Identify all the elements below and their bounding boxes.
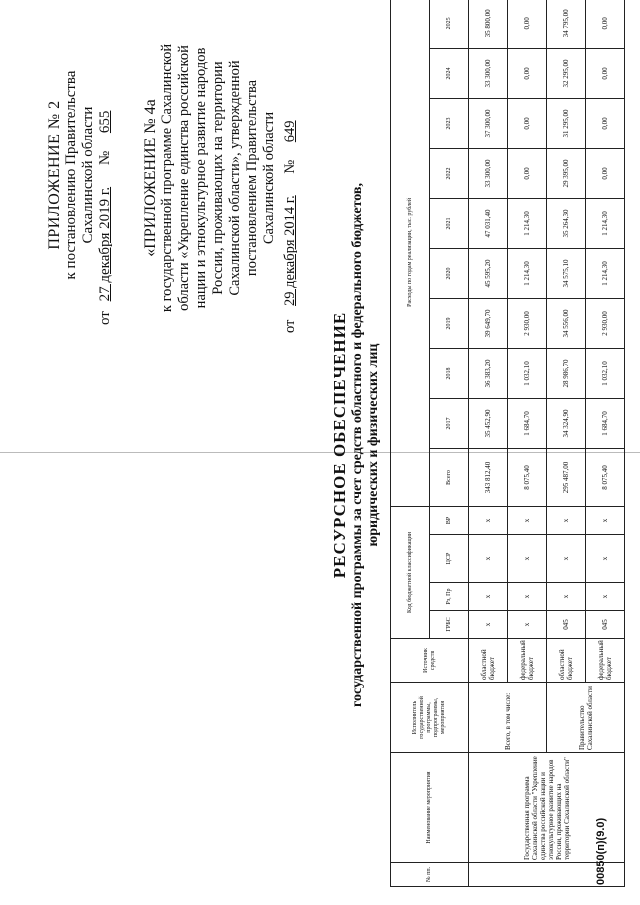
- cell-value: 0,00: [586, 148, 625, 198]
- cell-source: областной бюджет: [469, 639, 508, 683]
- appendix-4a-date-row: [282, 23, 299, 333]
- appendix-4a-title: «ПРИЛОЖЕНИЕ № 4а: [142, 99, 159, 257]
- appendix-4a-line: области «Укрепление единства российской: [176, 45, 192, 311]
- cell-source: федеральный бюджет: [508, 639, 547, 683]
- header-year: 2020: [430, 248, 469, 298]
- cell-grbs: х: [469, 611, 508, 639]
- appendix-2-date: 27 декабря 2019 г.: [97, 186, 113, 302]
- cell-program-name: Государственная программа Сахалинской области "Укрепление единства российской нации и этнокультурное развитие народов России, проживающих на территории Сахалинской области": [469, 753, 625, 863]
- cell-value: 47 031,40: [469, 198, 508, 248]
- cell-grbs: х: [508, 611, 547, 639]
- appendix-4a-line: к государственной программе Сахалинской: [159, 43, 175, 313]
- cell-value: 0,00: [508, 0, 547, 48]
- cell-value: 0,00: [586, 98, 625, 148]
- cell-value: 1 032,10: [508, 348, 547, 398]
- header-year: 2021: [430, 198, 469, 248]
- cell-grbs: 045: [547, 611, 586, 639]
- header-csr: ЦСР: [430, 535, 469, 583]
- cell-value: 0,00: [508, 48, 547, 98]
- table-row: [469, 0, 508, 887]
- cell-csr: х: [469, 535, 508, 583]
- cell-value: 33 300,00: [469, 148, 508, 198]
- appendix-2-date-row: [97, 25, 114, 325]
- appendix-2-number: 655: [97, 110, 113, 134]
- header-year: Всего: [430, 448, 469, 506]
- cell-value: 28 986,70: [547, 348, 586, 398]
- appendix-2-no-label: №: [97, 150, 113, 166]
- appendix-2-line1: к постановлению Правительства: [63, 70, 79, 280]
- cell-value: 34 795,00: [547, 0, 586, 48]
- header-year: 2023: [430, 98, 469, 148]
- cell-value: 35 452,90: [469, 398, 508, 448]
- cell-value: 8 075,40: [586, 448, 625, 506]
- header-year: 2025: [430, 0, 469, 48]
- cell-value: 1 032,10: [586, 348, 625, 398]
- cell-csr: х: [586, 535, 625, 583]
- appendix-4a-line: нации и этнокультурное развитие народов: [193, 47, 209, 309]
- appendix-2-block: [46, 25, 114, 325]
- cell-value: 39 649,70: [469, 298, 508, 348]
- appendix-4a-no-label: №: [282, 159, 298, 174]
- header-year: 2024: [430, 48, 469, 98]
- appendix-4a-number: 649: [282, 120, 298, 143]
- document-title-block: [330, 25, 382, 865]
- appendix-4a-line: Сахалинской области», утвержденной: [227, 60, 243, 296]
- cell-value: 0,00: [586, 0, 625, 48]
- header-grbs: ГРБС: [430, 611, 469, 639]
- cell-value: 2 930,00: [508, 298, 547, 348]
- cell-vr: х: [469, 506, 508, 534]
- cell-value: 34 556,00: [547, 298, 586, 348]
- cell-value: 1 214,30: [586, 248, 625, 298]
- appendix-4a-from: от: [282, 319, 298, 333]
- cell-value: 35 264,30: [547, 198, 586, 248]
- cell-value: 33 300,00: [469, 48, 508, 98]
- cell-vr: х: [547, 506, 586, 534]
- appendix-4a-line: Сахалинской области: [261, 111, 277, 245]
- cell-value: 35 800,00: [469, 0, 508, 48]
- cell-value: 29 395,00: [547, 148, 586, 198]
- cell-value: 1 214,30: [508, 248, 547, 298]
- cell-source: областной бюджет: [547, 639, 586, 683]
- header-rzpr: Рз, Пр: [430, 583, 469, 611]
- appendix-2-title: ПРИЛОЖЕНИЕ № 2: [46, 100, 63, 250]
- cell-value: 36 383,20: [469, 348, 508, 398]
- document-subtitle-1: государственной программы за счет средств областного и федерального бюджетов,: [350, 183, 365, 707]
- cell-value: 37 300,00: [469, 98, 508, 148]
- cell-rzpr: х: [508, 583, 547, 611]
- header-source: Источник средств: [391, 639, 469, 683]
- header-executor: Исполнитель государственной программы, подпрограммы, мероприятия: [391, 683, 469, 753]
- header-year: 2017: [430, 398, 469, 448]
- cell-rzpr: х: [469, 583, 508, 611]
- document-code: 00850(п)(9.0): [595, 817, 607, 885]
- header-year: 2019: [430, 298, 469, 348]
- cell-value: 1 684,70: [586, 398, 625, 448]
- cell-value: 0,00: [508, 148, 547, 198]
- header-vr: ВР: [430, 506, 469, 534]
- resource-table: [390, 0, 625, 887]
- cell-value: 34 575,10: [547, 248, 586, 298]
- cell-value: 34 324,90: [547, 398, 586, 448]
- header-no: № пп.: [391, 863, 469, 887]
- cell-source: федеральный бюджет: [586, 639, 625, 683]
- cell-value: 2 930,00: [586, 298, 625, 348]
- header-name: Наименование мероприятия: [391, 753, 469, 863]
- cell-executor: Всего, в том числе:: [469, 683, 547, 753]
- cell-value: 8 075,40: [508, 448, 547, 506]
- table-header-row: [391, 0, 430, 887]
- cell-vr: х: [508, 506, 547, 534]
- cell-value: 32 295,00: [547, 48, 586, 98]
- cell-value: 45 595,20: [469, 248, 508, 298]
- cell-value: 0,00: [586, 48, 625, 98]
- cell-grbs: 045: [586, 611, 625, 639]
- cell-vr: х: [586, 506, 625, 534]
- appendix-2-line2: Сахалинской области: [80, 106, 96, 244]
- cell-value: 1 684,70: [508, 398, 547, 448]
- appendix-4a-date: 29 декабря 2014 г.: [282, 195, 298, 306]
- cell-value: 343 812,40: [469, 448, 508, 506]
- header-budget-code: Код бюджетной классификации: [391, 506, 430, 638]
- appendix-2-from: от: [97, 311, 113, 325]
- appendix-4a-line: России, проживающих на территории: [210, 61, 226, 295]
- cell-csr: х: [547, 535, 586, 583]
- document-subtitle-2: юридических и физических лиц: [366, 343, 381, 547]
- appendix-4a-block: [142, 23, 299, 333]
- cell-value: 0,00: [508, 98, 547, 148]
- header-year: 2018: [430, 348, 469, 398]
- cell-rzpr: х: [586, 583, 625, 611]
- cell-value: 31 295,00: [547, 98, 586, 148]
- cell-value: 295 487,00: [547, 448, 586, 506]
- appendix-4a-line: постановлением Правительства: [244, 79, 260, 277]
- cell-rzpr: х: [547, 583, 586, 611]
- header-year: 2022: [430, 148, 469, 198]
- cell-csr: х: [508, 535, 547, 583]
- document-title: РЕСУРСНОЕ ОБЕСПЕЧЕНИЕ: [330, 311, 349, 579]
- cell-executor: Правительство Сахалинской области: [547, 683, 625, 753]
- header-expenses: Расходы по годам реализации, тыс. рублей: [391, 0, 430, 506]
- cell-value: 1 214,30: [508, 198, 547, 248]
- cell-value: 1 214,30: [586, 198, 625, 248]
